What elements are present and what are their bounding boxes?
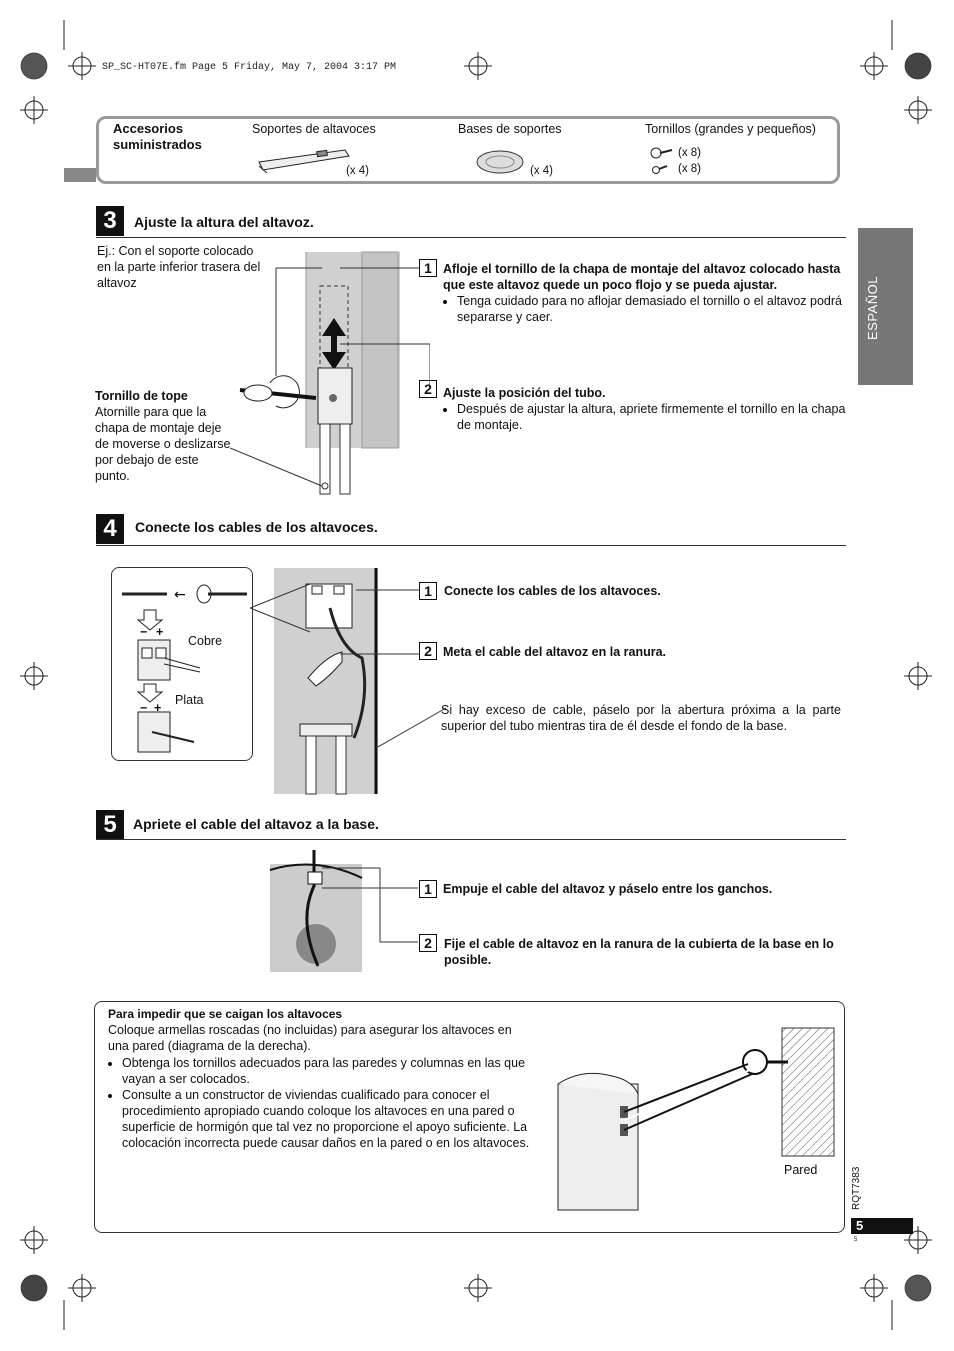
section-3-step-2-text: Ajuste la posición del tubo. (443, 386, 606, 400)
accessory-label-base: Bases de soportes (458, 122, 562, 136)
terminal-detail-illustration (112, 572, 252, 758)
terminal-minus-2: − (140, 701, 148, 715)
safety-bullet-1: • Obtenga los tornillos adecuados para las paredes y columnas en las que vayan a ser colocados. (122, 1055, 534, 1087)
stand-base-illustration (475, 148, 527, 176)
section-3-title: Ajuste la altura del altavoz. (134, 214, 314, 230)
label-cobre: Cobre (188, 634, 223, 648)
wall-anchor-illustration (552, 1024, 842, 1214)
section-4-step-1-text: Conecte los cables de los altavoces. (444, 584, 661, 598)
section-3-step-1-text: Afloje el tornillo de la chapa de montaje del altavoz colocado hasta que este altavoz quede un poco flojo y se pueda ajustar. (443, 262, 841, 292)
section-3-example-note: Ej.: Con el soporte colocado en la parte inferior trasera del altavoz (97, 244, 261, 290)
accessory-label-stand: Soportes de altavoces (252, 122, 376, 136)
accessory-qty-screws-small: (x 8) (678, 163, 701, 175)
section-4-rule (96, 545, 846, 546)
safety-bullet-2: • Consulte a un constructor de viviendas cualificado para conocer el procedimiento apropiado cuando coloque los altavoces en una pared o superficie de hormigón que tal vez no proporcione el apoyo suficiente. La colocación incorrecta puede causar daños en la pared o en los altavoces. (122, 1087, 534, 1151)
section-4-step-2-number: 2 (419, 642, 437, 660)
language-tab-label: ESPAÑOL (865, 276, 880, 340)
section-3-step-2-bullets (443, 401, 849, 433)
section-4-step-1-number: 1 (419, 582, 437, 600)
base-cable-illustration (268, 850, 428, 974)
accessory-qty-base: (x 4) (530, 165, 553, 177)
section-3-step-1-bullet: • Tenga cuidado para no aflojar demasiado el tornillo o el altavoz podrá separarse y caer. (457, 293, 849, 325)
section-4-number: 4 (96, 514, 124, 544)
terminal-plus-2: + (154, 701, 162, 715)
section-5-step-2-text: Fije el cable de altavoz en la ranura de la cubierta de la base en lo posible. (444, 937, 834, 967)
step-callout-lines (340, 264, 430, 394)
label-plata: Plata (175, 693, 204, 707)
section-5-rule (96, 839, 846, 840)
document-code: RQT7383 (851, 1166, 862, 1210)
terminal-minus-1: − (140, 625, 148, 639)
section-5-number: 5 (96, 810, 124, 840)
safety-title: Para impedir que se caigan los altavoces (108, 1007, 343, 1021)
stopper-title: Tornillo de tope (95, 389, 188, 403)
page-number-small: 5 (854, 1237, 858, 1243)
safety-bullets (108, 1055, 534, 1151)
cable-connect-illustration (250, 568, 450, 796)
section-3-step-1-number: 1 (419, 259, 437, 277)
section-5-step-1-text: Empuje el cable del altavoz y páselo entre los ganchos. (443, 882, 773, 896)
stand-pipe-illustration (255, 140, 355, 176)
section-5-step-2-number: 2 (419, 934, 437, 952)
accessory-qty-stand: (x 4) (346, 165, 369, 177)
section-marker (64, 168, 96, 182)
section-4-step-2-text: Meta el cable del altavoz en la ranura. (443, 645, 667, 659)
accessories-title: Accesorios suministrados (113, 121, 202, 152)
wall-label: Pared (784, 1163, 818, 1177)
section-4-note: Si hay exceso de cable, páselo por la abertura próxima a la parte superior del tubo mientras tira de él desde el fondo de la base. (441, 703, 841, 733)
screw-icon (648, 144, 676, 178)
page-number: 5 (856, 1218, 864, 1233)
section-5-title: Apriete el cable del altavoz a la base. (133, 816, 379, 832)
safety-intro: Coloque armellas roscadas (no incluidas) para asegurar los altavoces en una pared (diagrama de la derecha). (108, 1023, 512, 1053)
terminal-plus-1: + (156, 625, 164, 639)
section-3-rule (96, 237, 846, 238)
svg-text:←: ← (174, 587, 186, 603)
stopper-text: Atornille para que la chapa de montaje deje de moverse o deslizarse por debajo de este punto. (95, 405, 231, 483)
section-3-step-2-number: 2 (419, 380, 437, 398)
section-3-step-1-bullets (443, 293, 849, 325)
accessory-qty-screws-large: (x 8) (678, 147, 701, 159)
file-header: SP_SC-HT07E.fm Page 5 Friday, May 7, 2004 3:17 PM (102, 62, 397, 73)
section-5-step-1-number: 1 (419, 880, 437, 898)
section-3-number: 3 (96, 206, 124, 236)
accessory-label-screws: Tornillos (grandes y pequeños) (645, 122, 816, 136)
section-4-title: Conecte los cables de los altavoces. (135, 519, 378, 535)
section-3-step-2-bullet: • Después de ajustar la altura, apriete firmemente el tornillo en la chapa de montaje. (457, 401, 849, 433)
